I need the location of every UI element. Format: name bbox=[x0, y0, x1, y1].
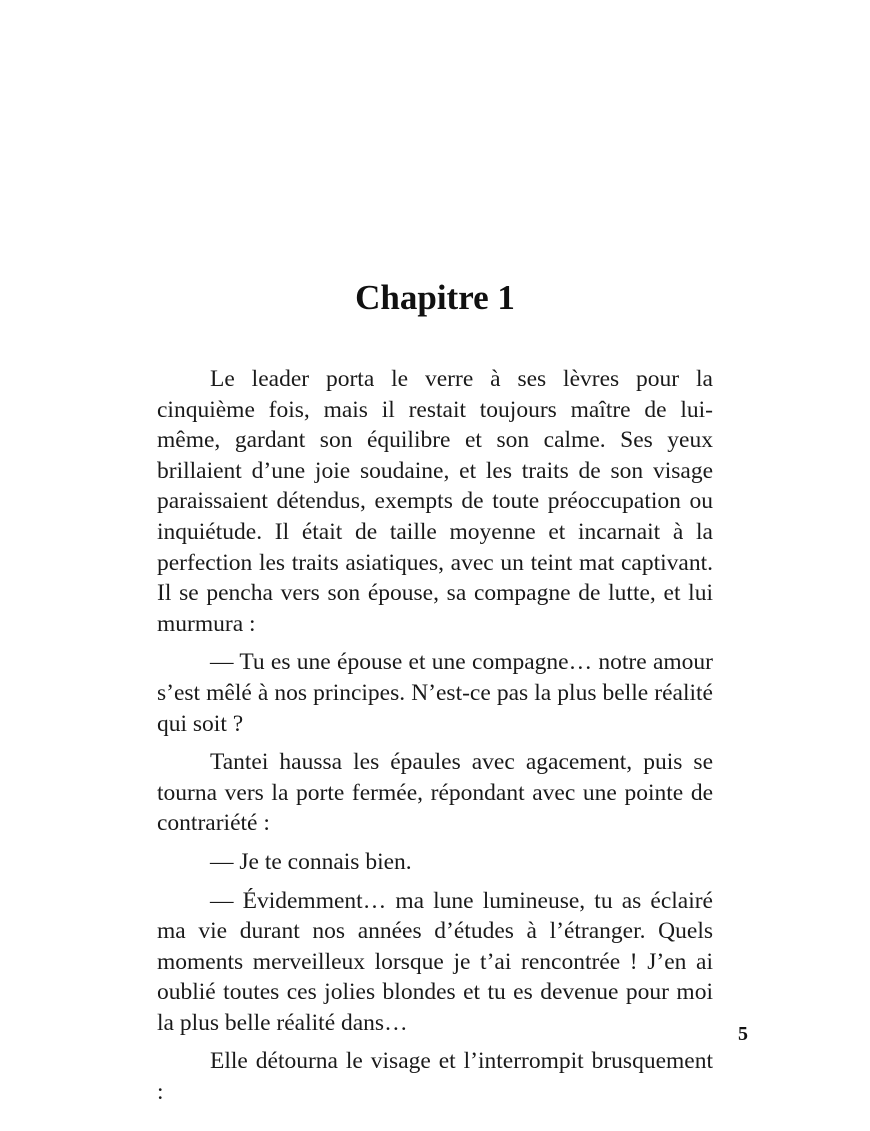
page-number: 5 bbox=[738, 1023, 748, 1045]
chapter-body bbox=[157, 364, 713, 1108]
paragraph: — Évidemment… ma lune lumineuse, tu as éclairé ma vie durant nos années d’études à l’étranger. Quels moments merveilleux lorsque je t’ai rencontrée ! J’en ai oublié toutes ces jolies blondes et tu es devenue pour moi la plus belle réalité dans… bbox=[157, 887, 713, 1036]
paragraph: Le leader porta le verre à ses lèvres pour la cinquième fois, mais il restait toujours maître de lui-même, gardant son équilibre et son calme. Ses yeux brillaient d’une joie soudaine, et les traits de son visage paraissaient détendus, exempts de toute préoccupation ou inquiétude. Il était de taille moyenne et incarnait à la perfection les traits asiatiques, avec un teint mat captivant. Il se pencha vers son épouse, sa compagne de lutte, et lui murmura : bbox=[157, 366, 713, 637]
paragraph: — Tu es une épouse et une compagne… notre amour s’est mêlé à nos principes. N’est-ce pas la plus belle réalité qui soit ? bbox=[157, 649, 713, 737]
paragraph: Tantei haussa les épaules avec agacement, puis se tourna vers la porte fermée, répondant avec une pointe de contrariété : bbox=[157, 749, 713, 837]
paragraph: — Je te connais bien. bbox=[210, 848, 412, 875]
paragraph: Elle détourna le visage et l’interrompit brusquement : bbox=[157, 1048, 713, 1106]
chapter-title: Chapitre 1 bbox=[355, 278, 515, 317]
